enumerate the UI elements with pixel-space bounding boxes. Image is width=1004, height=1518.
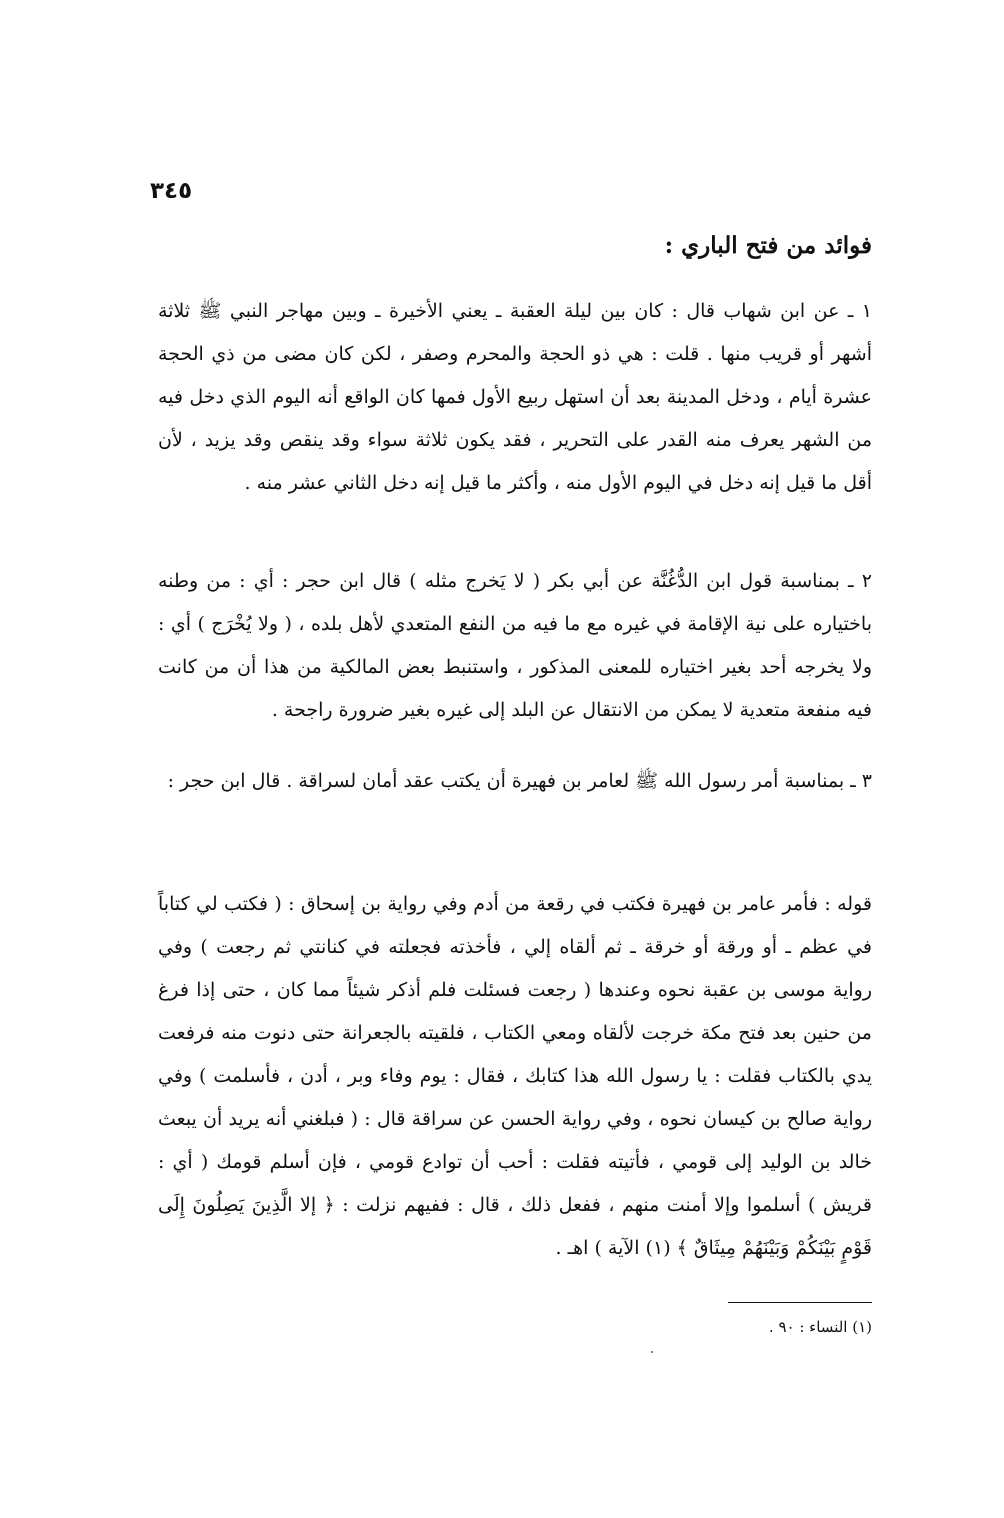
page-number: ٣٤٥ [150,178,193,204]
section-heading: فوائد من فتح الباري : [664,232,872,259]
ink-dot [651,1351,653,1353]
paragraph-1-text: ١ ـ عن ابن شهاب قال : كان بين ليلة العقبة ـ يعني الأخيرة ـ وبين مهاجر النبي ﷺ ثلاثة أشهر أو قريب منها . قلت : هي ذو الحجة والمحرم وصفر ، لكن كان مضى من ذي الحجة عشرة أيام ، ودخل المدينة بعد أن استهل ربيع الأول فمها كان الواقع أنه اليوم الذي دخل فيه من الشهر يعرف منه القدر على التحرير ، فقد يكون ثلاثة سواء وقد ينقص وقد يزيد ، لأن أقل ما قيل إنه دخل في اليوم الأول منه ، وأكثر ما قيل إنه دخل الثاني عشر منه . [158,300,873,494]
paragraph-1 [158,290,872,505]
paragraph-3-text: ٣ ـ بمناسبة أمر رسول الله ﷺ لعامر بن فهيرة أن يكتب عقد أمان لسراقة . قال ابن حجر : [167,770,872,792]
paragraph-4-text: قوله : فأمر عامر بن فهيرة فكتب في رقعة من أدم وفي رواية بن إسحاق : ( فكتب لي كتاباً في عظم ـ أو ورقة أو خرقة ـ ثم ألقاه إلي ، فأخذته فجعلته في كنانتي ثم رجعت ) وفي رواية موسى بن عقبة نحوه وعندها ( رجعت فسئلت فلم أذكر شيئاً مما كان ، حتى إذا فرغ من حنين بعد فتح مكة خرجت لألقاه ومعي الكتاب ، فلقيته بالجعرانة حتى دنوت منه فرفعت يدي بالكتاب فقلت : يا رسول الله هذا كتابك ، فقال : يوم وفاء وبر ، أدن ، فأسلمت ) وفي رواية صالح بن كيسان نحوه ، وفي رواية الحسن عن سراقة قال : ( فبلغني أنه يريد أن يبعث خالد بن الوليد إلى قومي ، فأتيته فقلت : أحب أن توادع قومي ، فإن أسلم قومك ( أي : قريش ) أسلموا وإلا أمنت منهم ، ففعل ذلك ، قال : ففيهم نزلت : ﴿ إلا الَّذِينَ يَصِلُونَ إِلَى قَوْمٍ بَيْنَكُمْ وَبَيْنَهُمْ مِيثَاقٌ ﴾ (١) الآية ) اهـ . [158,893,872,1259]
footnote: (١) النساء : ٩٠ . [768,1318,872,1336]
paragraph-2 [158,560,872,732]
paragraph-4 [158,883,872,1270]
paragraph-2-text: ٢ ـ بمناسبة قول ابن الدُّغُنَّة عن أبي بكر ( لا يَخرج مثله ) قال ابن حجر : أي : من وطنه باختياره على نية الإقامة في غيره مع ما فيه من النفع المتعدي لأهل بلده ، ( ولا يُخْرَج ) أي : ولا يخرجه أحد بغير اختياره للمعنى المذكور ، واستنبط بعض المالكية من هذا أن من كانت فيه منفعة متعدية لا يمكن من الانتقال عن البلد إلى غيره بغير ضرورة راجحة . [158,570,872,721]
paragraph-3 [158,760,872,803]
footnote-separator [728,1302,872,1303]
